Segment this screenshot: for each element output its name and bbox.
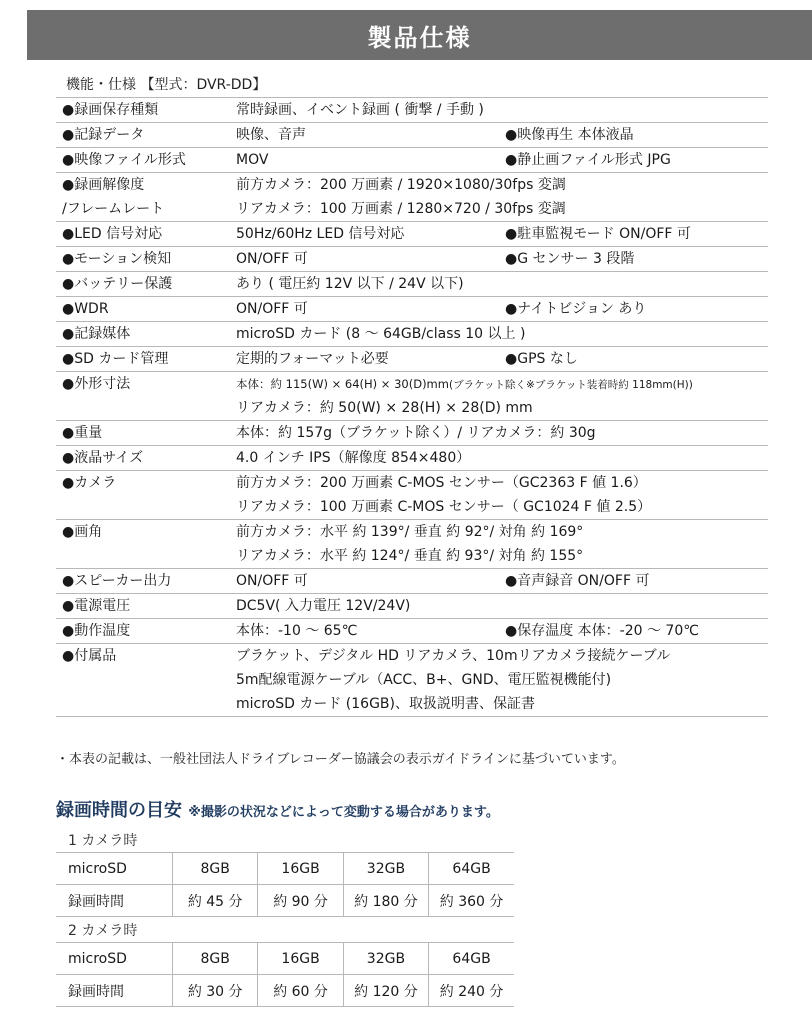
table-row: [56, 885, 514, 917]
spec-value-line: リアカメラ：100 万画素 / 1280×720 / 30fps 変調: [236, 201, 566, 217]
table-cell: 32GB: [343, 943, 428, 975]
recording-time-subtitle: ※撮影の状況などによって変動する場合があります。: [188, 805, 499, 820]
spec-value-secondary: ●駐車監視モード ON/OFF 可: [499, 222, 768, 247]
recording-time-heading: [56, 796, 499, 822]
spec-label: ●WDR: [56, 297, 230, 322]
one-camera-label: 1 カメラ時: [68, 833, 138, 849]
spec-row: [56, 446, 768, 471]
spec-value: 本体：-10 ～ 65℃: [230, 619, 499, 644]
spec-row: [56, 372, 768, 421]
table-row: [56, 943, 514, 975]
spec-row: [56, 471, 768, 520]
spec-row: [56, 594, 768, 619]
spec-value-line: 前方カメラ：水平 約 139°/ 垂直 約 92°/ 対角 約 169°: [236, 524, 584, 540]
spec-row: [56, 148, 768, 173]
spec-label: ●重量: [56, 421, 230, 446]
spec-value: microSD カード (8 ～ 64GB/class 10 以上 ): [230, 322, 768, 347]
spec-value: ON/OFF 可: [230, 569, 499, 594]
spec-value-secondary: ●G センサー 3 段階: [499, 247, 768, 272]
spec-value: 定期的フォーマット必要: [230, 347, 499, 372]
spec-value: DC5V( 入力電圧 12V/24V): [230, 594, 768, 619]
table-cell: 32GB: [343, 853, 428, 885]
two-camera-table: [56, 942, 514, 1007]
spec-value-line: 前方カメラ：200 万画素 C-MOS センサー（GC2363 F 値 1.6）: [236, 475, 647, 491]
spec-value: 映像、音声: [230, 123, 499, 148]
one-camera-table: [56, 852, 514, 917]
spec-table: [56, 97, 768, 717]
spec-value-secondary: ●保存温度 本体：-20 ～ 70℃: [499, 619, 768, 644]
table-cell: 約 240 分: [429, 975, 514, 1007]
spec-row: [56, 619, 768, 644]
spec-label: ●バッテリー保護: [56, 272, 230, 297]
spec-value-secondary: ●静止画ファイル形式 JPG: [499, 148, 768, 173]
spec-label: ●録画保存種類: [56, 98, 230, 123]
table-cell: 16GB: [258, 943, 343, 975]
spec-label-line: ●画角: [62, 524, 103, 540]
spec-label: ●液晶サイズ: [56, 446, 230, 471]
spec-label: [56, 644, 230, 717]
spec-value: あり ( 電圧約 12V 以下 / 24V 以下): [230, 272, 768, 297]
spec-value: [230, 644, 768, 717]
table-cell: 約 120 分: [343, 975, 428, 1007]
table-cell: 約 60 分: [258, 975, 343, 1007]
two-camera-label: 2 カメラ時: [68, 923, 138, 939]
spec-value: [230, 520, 768, 569]
spec-row: [56, 247, 768, 272]
spec-value-line: [236, 372, 768, 396]
spec-row: [56, 347, 768, 372]
spec-label-line: /フレームレート: [62, 201, 165, 217]
recording-time-title: 録画時間の目安: [56, 800, 182, 821]
spec-value-line: リアカメラ：約 50(W) × 28(H) × 28(D) mm: [236, 400, 533, 416]
spec-row: [56, 98, 768, 123]
spec-value: 50Hz/60Hz LED 信号対応: [230, 222, 499, 247]
guideline-note: ・本表の記載は、一般社団法人ドライブレコーダー協議会の表示ガイドラインに基づいています。: [56, 752, 625, 767]
spec-value-secondary: ●映像再生 本体液晶: [499, 123, 768, 148]
spec-label-line: ●付属品: [62, 648, 117, 664]
spec-label: [56, 471, 230, 520]
spec-value-secondary: ●GPS なし: [499, 347, 768, 372]
spec-value: ON/OFF 可: [230, 297, 499, 322]
dimension-main: 本体：約 115(W) × 64(H) × 30(D)mm: [236, 377, 449, 391]
spec-row: [56, 123, 768, 148]
spec-label: ●映像ファイル形式: [56, 148, 230, 173]
spec-row: [56, 569, 768, 594]
table-cell: 約 30 分: [173, 975, 258, 1007]
spec-label-line: ●カメラ: [62, 475, 117, 491]
spec-value-line: リアカメラ：100 万画素 C-MOS センサー（ GC1024 F 値 2.5）: [236, 499, 652, 515]
spec-row: [56, 322, 768, 347]
model-line: 機能・仕様 【型式：DVR-DD】: [66, 77, 267, 93]
table-cell: 16GB: [258, 853, 343, 885]
table-cell: 8GB: [173, 943, 258, 975]
spec-row: [56, 222, 768, 247]
table-cell: 録画時間: [56, 885, 173, 917]
spec-label-line: ●外形寸法: [62, 376, 131, 392]
table-cell: microSD: [56, 853, 173, 885]
spec-row: [56, 644, 768, 717]
spec-label: ●スピーカー出力: [56, 569, 230, 594]
spec-label-line: ●録画解像度: [62, 177, 145, 193]
spec-row: [56, 272, 768, 297]
spec-label: ●モーション検知: [56, 247, 230, 272]
spec-value-line: ブラケット、デジタル HD リアカメラ、10mリアカメラ接続ケーブル: [236, 648, 671, 664]
spec-row: [56, 297, 768, 322]
spec-label: [56, 372, 230, 421]
spec-row: [56, 173, 768, 222]
spec-row: [56, 520, 768, 569]
page-title: 製品仕様: [367, 23, 472, 52]
table-cell: 約 180 分: [343, 885, 428, 917]
spec-value: 本体：約 157g（ブラケット除く）/ リアカメラ：約 30g: [230, 421, 768, 446]
spec-value-line: リアカメラ：水平 約 124°/ 垂直 約 93°/ 対角 約 155°: [236, 548, 584, 564]
spec-value: [230, 372, 768, 421]
spec-value-secondary: ●ナイトビジョン あり: [499, 297, 768, 322]
table-cell: 64GB: [429, 943, 514, 975]
spec-value: [230, 173, 768, 222]
spec-label: ●SD カード管理: [56, 347, 230, 372]
spec-value-secondary: ●音声録音 ON/OFF 可: [499, 569, 768, 594]
table-row: [56, 853, 514, 885]
spec-label: ●LED 信号対応: [56, 222, 230, 247]
table-cell: 8GB: [173, 853, 258, 885]
table-cell: 64GB: [429, 853, 514, 885]
spec-value-line: 5m配線電源ケーブル（ACC、B+、GND、電圧監視機能付): [236, 672, 612, 688]
spec-value: [230, 471, 768, 520]
spec-value: 常時録画、イベント録画 ( 衝撃 / 手動 ): [230, 98, 768, 123]
spec-value-line: 前方カメラ：200 万画素 / 1920×1080/30fps 変調: [236, 177, 566, 193]
table-row: [56, 975, 514, 1007]
dimension-note: (ブラケット除く※ブラケット装着時約 118mm(H)): [448, 379, 693, 391]
spec-label: [56, 520, 230, 569]
spec-row: [56, 421, 768, 446]
spec-value: ON/OFF 可: [230, 247, 499, 272]
spec-value: 4.0 インチ IPS（解像度 854×480）: [230, 446, 768, 471]
spec-value: MOV: [230, 148, 499, 173]
table-cell: 約 45 分: [173, 885, 258, 917]
spec-value-line: microSD カード (16GB)、取扱説明書、保証書: [236, 696, 535, 712]
table-cell: 約 360 分: [429, 885, 514, 917]
table-cell: 約 90 分: [258, 885, 343, 917]
table-cell: 録画時間: [56, 975, 173, 1007]
spec-label: [56, 173, 230, 222]
page-header: [27, 10, 812, 60]
spec-label: ●電源電圧: [56, 594, 230, 619]
table-cell: microSD: [56, 943, 173, 975]
spec-label: ●記録データ: [56, 123, 230, 148]
spec-label: ●記録媒体: [56, 322, 230, 347]
spec-label: ●動作温度: [56, 619, 230, 644]
